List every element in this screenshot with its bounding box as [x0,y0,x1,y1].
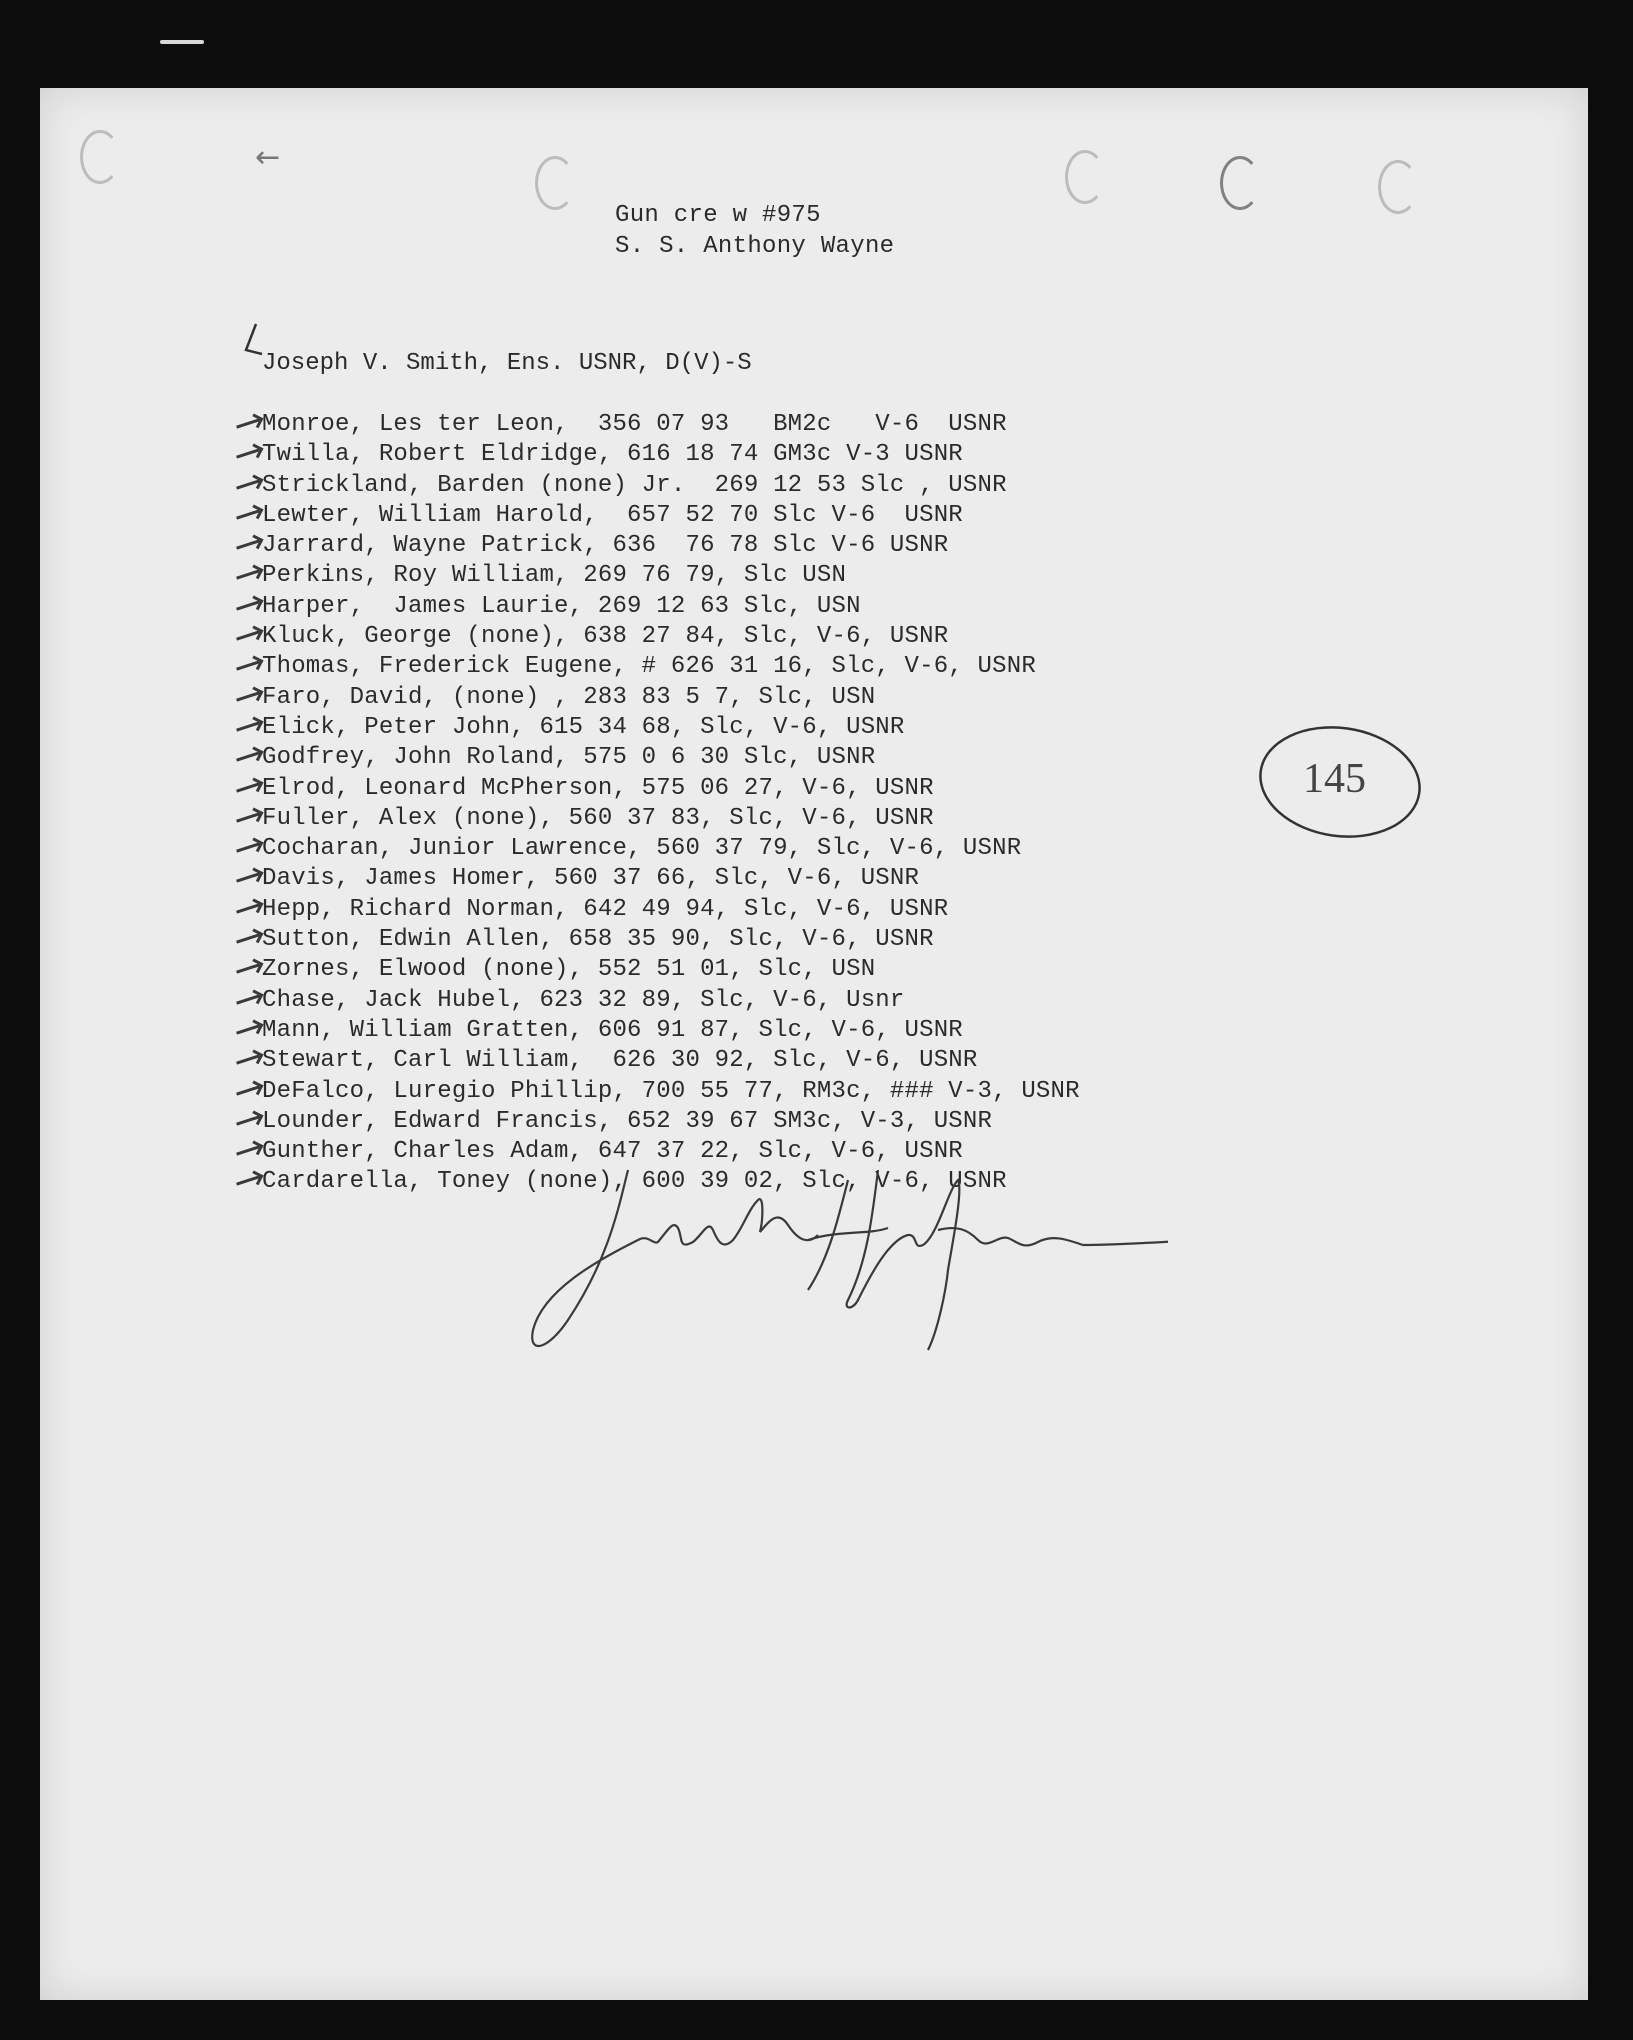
film-mark [160,40,204,44]
punch-hole-mark [1065,150,1105,204]
roster-entry [262,501,1080,531]
roster-entry [262,834,1080,864]
roster-entry-text: Lewter, William Harold, 657 52 70 Slc V-6 USNR [262,501,963,529]
ship-name: S. S. Anthony Wayne [615,233,895,260]
punch-hole-mark [535,156,575,210]
roster-entry-text: Mann, William Gratten, 606 91 87, Slc, V-6, USNR [262,1016,963,1044]
punch-hole-mark [1378,160,1418,214]
roster-entry [262,1077,1080,1107]
roster-entry-text: Gunther, Charles Adam, 647 37 22, Slc, V-6, USNR [262,1138,963,1166]
roster-entry-text: Thomas, Frederick Eugene, # 626 31 16, Slc, V-6, USNR [262,653,1036,681]
punch-hole-mark [1220,156,1260,210]
roster-entry [262,561,1080,591]
roster-entry [262,683,1080,713]
roster-entry-text: Perkins, Roy William, 269 76 79, Slc USN [262,562,847,590]
roster-entry-text: Cocharan, Junior Lawrence, 560 37 79, Slc, V-6, USNR [262,835,1022,863]
roster-entry [262,410,1080,440]
roster-entry [262,743,1080,773]
roster-entry-text: Davis, James Homer, 560 37 66, Slc, V-6, USNR [262,865,920,893]
roster-entry [262,774,1080,804]
page-number: 145 [1303,756,1366,802]
roster-entry-text: Elrod, Leonard McPherson, 575 06 27, V-6, USNR [262,774,934,802]
roster-entry-text: Lounder, Edward Francis, 652 39 67 SM3c, V-3, USNR [262,1107,993,1135]
roster-entry-text: Cardarella, Toney (none), 600 39 02, Slc, V-6, USNR [262,1168,1007,1196]
officer-line: Joseph V. Smith, Ens. USNR, D(V)-S [262,350,752,377]
roster-entry-text: Hepp, Richard Norman, 642 49 94, Slc, V-6, USNR [262,895,949,923]
roster-entry [262,955,1080,985]
roster-entry [262,1107,1080,1137]
roster-entry-text: Zornes, Elwood (none), 552 51 01, Slc, USN [262,956,876,984]
roster-entry-text: DeFalco, Luregio Phillip, 700 55 77, RM3c, ### V-3, USNR [262,1077,1080,1105]
roster-entry-text: Fuller, Alex (none), 560 37 83, Slc, V-6, USNR [262,804,934,832]
roster-entry [262,440,1080,470]
roster-entry-text: Kluck, George (none), 638 27 84, Slc, V-6, USNR [262,623,949,651]
roster-entry-text: Stewart, Carl William, 626 30 92, Slc, V-6, USNR [262,1047,978,1075]
roster-entry [262,864,1080,894]
roster-entry [262,895,1080,925]
roster-entry [262,592,1080,622]
crew-roster [262,410,1080,1198]
roster-entry [262,986,1080,1016]
roster-entry-text: Strickland, Barden (none) Jr. 269 12 53 Slc , USNR [262,471,1007,499]
roster-entry [262,531,1080,561]
punch-hole-mark [80,130,120,184]
roster-entry-text: Monroe, Les ter Leon, 356 07 93 BM2c V-6 USNR [262,411,1007,438]
roster-entry [262,1046,1080,1076]
roster-entry [262,1016,1080,1046]
roster-entry-text: Sutton, Edwin Allen, 658 35 90, Slc, V-6, USNR [262,926,934,954]
roster-entry-text: Chase, Jack Hubel, 623 32 89, Slc, V-6, Usnr [262,986,905,1014]
document-header [615,200,894,262]
roster-entry [262,652,1080,682]
roster-entry-text: Faro, David, (none) , 283 83 5 7, Slc, USN [262,683,876,711]
roster-entry-text: Elick, Peter John, 615 34 68, Slc, V-6, USNR [262,713,905,741]
roster-entry-text: Godfrey, John Roland, 575 0 6 30 Slc, USNR [262,744,876,772]
roster-entry-text: Jarrard, Wayne Patrick, 636 76 78 Slc V-6 USNR [262,532,949,560]
roster-entry [262,622,1080,652]
roster-entry [262,471,1080,501]
roster-entry-text: Twilla, Robert Eldridge, 616 18 74 GM3c V-3 USNR [262,441,963,469]
roster-entry-text: Harper, James Laurie, 269 12 63 Slc, USN [262,592,861,620]
roster-entry [262,925,1080,955]
signature [508,1150,1168,1360]
roster-entry [262,713,1080,743]
roster-entry [262,804,1080,834]
stray-mark: ← [255,140,281,175]
gun-crew-title: Gun cre w #975 [615,202,821,229]
